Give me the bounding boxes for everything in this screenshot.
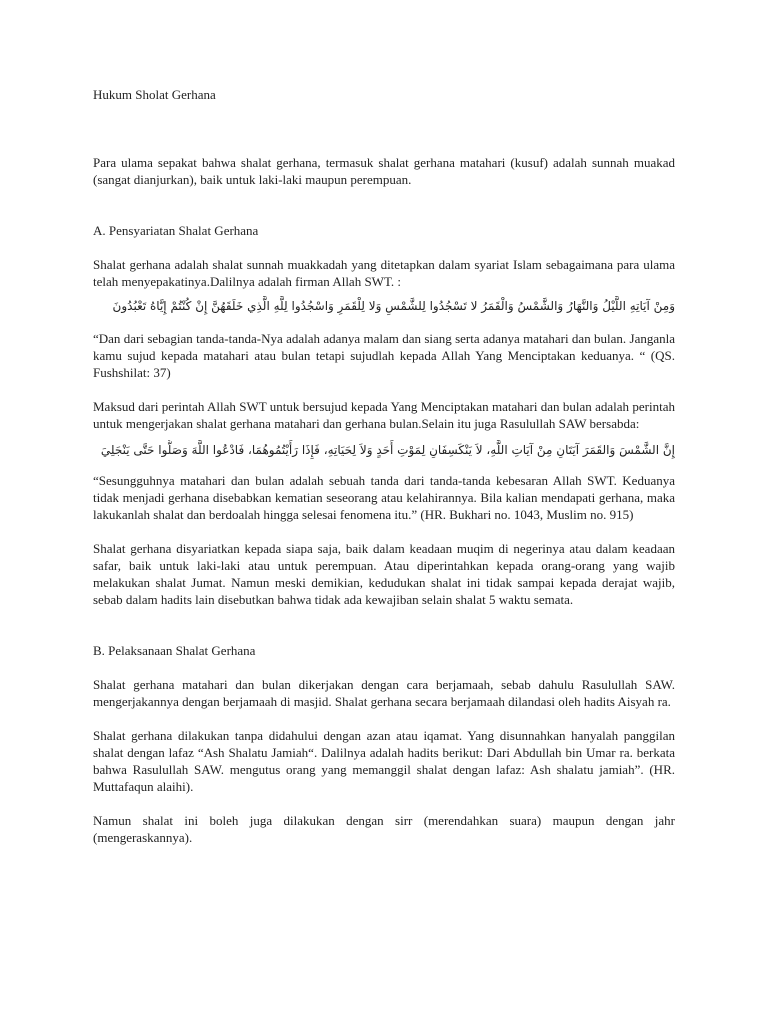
section-b-paragraph-3: Namun shalat ini boleh juga dilakukan dengan sirr (merendahkan suara) maupun dengan jahr (mengeraskannya). bbox=[93, 813, 675, 845]
quran-verse-arabic: وَمِنْ آيَاتِهِ اللَّيْلُ وَالنَّهَارُ وَالشَّمْسُ وَالْقَمَرُ لا تَسْجُدُوا لِلشَّمْسِ وَلا لِلْقَمَرِ وَاسْجُدُوا لِلَّهِ الَّذِي خَلَقَهُنَّ إِنْ كُنْتُمْ إِيَّاهُ تَعْبُدُونَ bbox=[112, 299, 675, 313]
section-b-heading: B. Pelaksanaan Shalat Gerhana bbox=[93, 643, 256, 658]
hadith-arabic: إِنَّ الشَّمْسَ وَالقَمَرَ آيَتَانِ مِنْ آيَاتِ اللَّهِ، لاَ يَنْكَسِفَانِ لِمَوْتِ أَحَدٍ وَلاَ لِحَيَاتِهِ، فَإِذَا رَأَيْتُمُوهُمَا، فَادْعُوا اللَّهَ وَصَلُّوا حَتَّى يَنْجَلِيَ bbox=[100, 443, 675, 457]
hadith-translation: “Sesungguhnya matahari dan bulan adalah sebuah tanda dari tanda-tanda kebesaran Allah SWT. Keduanya tidak menjadi gerhana disebabkan kematian seseorang atau kelahirannya. Bila kalian mendapati gerhana, maka lakukanlah shalat dan berdoalah hingga selesai fenomena itu.” (HR. Bukhari no. 1043, Muslim no. 915) bbox=[93, 473, 675, 522]
intro-paragraph: Para ulama sepakat bahwa shalat gerhana, termasuk shalat gerhana matahari (kusuf) adalah sunnah muakad (sangat dianjurkan), baik untuk laki-laki maupun perempuan. bbox=[93, 155, 675, 187]
section-a-heading: A. Pensyariatan Shalat Gerhana bbox=[93, 223, 259, 238]
section-b-paragraph-1: Shalat gerhana matahari dan bulan dikerjakan dengan cara berjamaah, sebab dahulu Rasulullah SAW. mengerjakannya dengan berjamaah di masjid. Shalat gerhana secara berjamaah dilandasi oleh hadits Aisyah ra. bbox=[93, 677, 675, 709]
document-title: Hukum Sholat Gerhana bbox=[93, 87, 216, 102]
section-a-paragraph-2: Maksud dari perintah Allah SWT untuk bersujud kepada Yang Menciptakan matahari dan bulan adalah perintah untuk mengerjakan shalat gerhana matahari dan gerhana bulan.Selain itu juga Rasulullah SAW bersabda: bbox=[93, 399, 675, 431]
section-a-paragraph-1: Shalat gerhana adalah shalat sunnah muakkadah yang ditetapkan dalam syariat Islam sebagaimana para ulama telah menyepakatinya.Dalilnya adalah firman Allah SWT. : bbox=[93, 257, 675, 289]
document-page bbox=[93, 86, 675, 846]
section-a-paragraph-3: Shalat gerhana disyariatkan kepada siapa saja, baik dalam keadaan muqim di negerinya atau dalam keadaan safar, baik untuk laki-laki atau untuk perempuan. Atau diperintahkan kepada orang-orang yang wajib melakukan shalat Jumat. Namun meski demikian, kedudukan shalat ini tidak sampai kepada derajat wajib, sebab dalam hadits lain disebutkan bahwa tidak ada kewajiban selain shalat 5 waktu semata. bbox=[93, 541, 675, 607]
quran-verse-translation: “Dan dari sebagian tanda-tanda-Nya adalah adanya malam dan siang serta adanya matahari dan bulan. Janganla kamu sujud kepada matahari atau bulan tetapi sujudlah kepada Allah Yang Menciptakan keduanya. “ (QS. Fushshilat: 37) bbox=[93, 331, 675, 380]
section-b-paragraph-2: Shalat gerhana dilakukan tanpa didahului dengan azan atau iqamat. Yang disunnahkan hanyalah panggilan shalat dengan lafaz “Ash Shalatu Jamiah“. Dalilnya adalah hadits berikut: Dari Abdullah bin Umar ra. berkata bahwa Rasulullah SAW. mengutus orang yang memanggil shalat dengan lafaz: Ash shalatu jamiah”. (HR. Muttafaqun alaihi). bbox=[93, 728, 675, 794]
